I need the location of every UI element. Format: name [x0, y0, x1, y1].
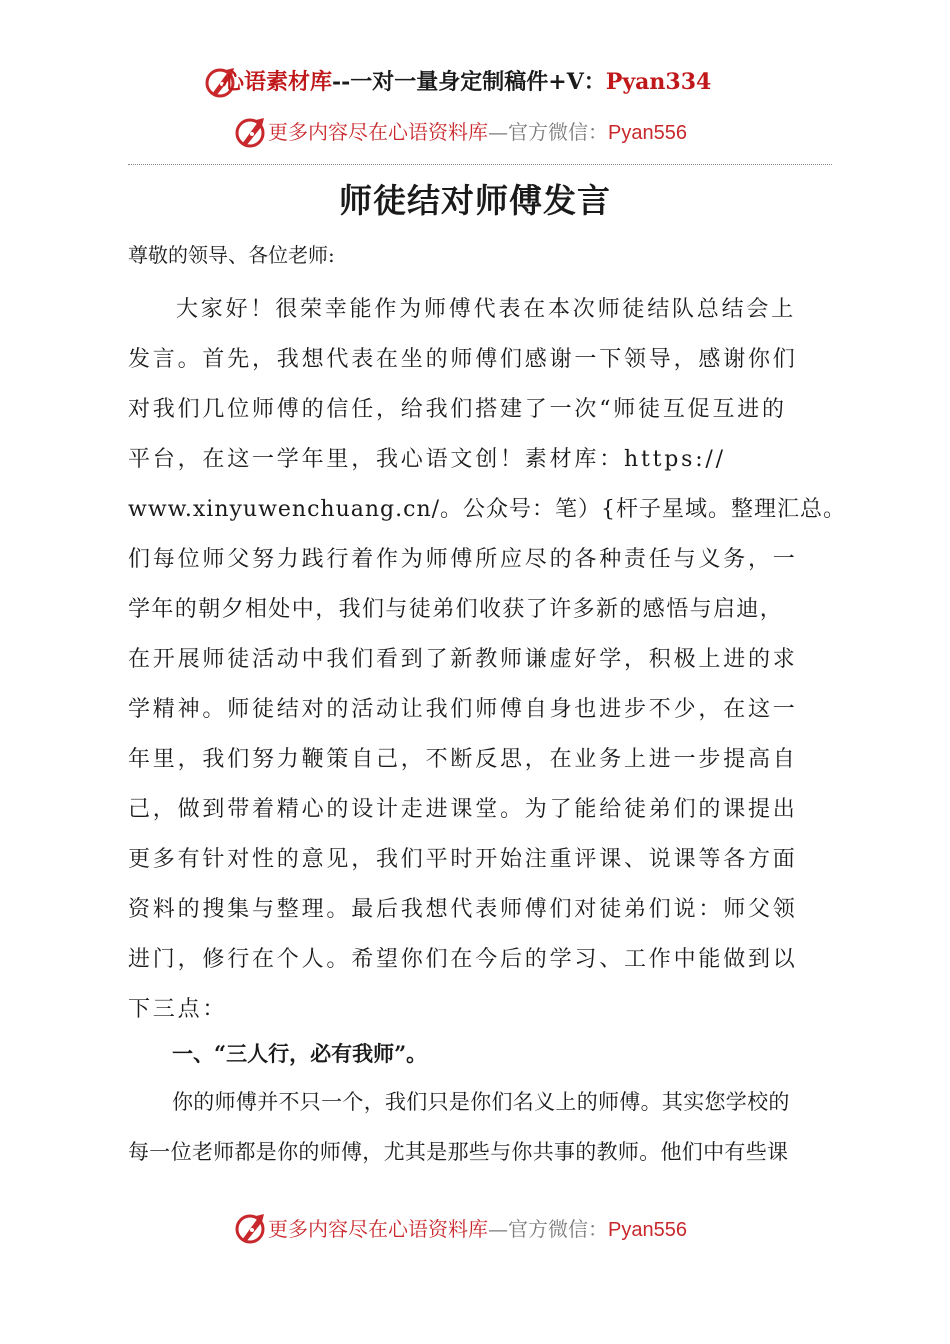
- pen-nib-logo-icon: [232, 1210, 268, 1246]
- body-line: 学精神。师徒结对的活动让我们师傅自身也进步不少，在这一: [128, 697, 798, 722]
- body-line: 年里，我们努力鞭策自己，不断反思，在业务上进一步提高自: [128, 747, 798, 772]
- body-line: 进门，修行在个人。希望你们在今后的学习、工作中能做到以: [128, 947, 798, 972]
- header-contact-prefix: +V：: [548, 69, 606, 95]
- footer-dash: —: [488, 1217, 508, 1241]
- header-brand: 心语素材库: [222, 69, 333, 95]
- footer-label: 官方微信：: [508, 1217, 608, 1241]
- body-line: 学年的朝夕相处中，我们与徒弟们收获了许多新的感悟与启迪，: [128, 597, 784, 622]
- header-sub-text: 更多内容尽在心语资料库: [268, 120, 488, 144]
- header-sub-label: 官方微信：: [508, 120, 608, 144]
- body-line: 资料的搜集与整理。最后我想代表师傅们对徒弟们说：师父领: [128, 897, 798, 922]
- header-divider: [128, 164, 832, 165]
- body-line: 更多有针对性的意见，我们平时开始注重评课、说课等各方面: [128, 847, 798, 872]
- footer-watermark: [268, 1212, 687, 1246]
- second-paragraph: [128, 1080, 840, 1180]
- body-line: 们每位师父努力践行着作为师傅所应尽的各种责任与义务，一: [128, 547, 798, 572]
- body-line: 你的师傅并不只一个，我们只是你们名义上的师傅。其实您学校的: [172, 1090, 790, 1114]
- header-watermark-line: [268, 116, 687, 148]
- body-line: 大家好！很荣幸能作为师傅代表在本次师徒结队总结会上: [176, 297, 797, 322]
- document-title: 师徒结对师傅发言: [339, 181, 611, 220]
- body-line: 在开展师徒活动中我们看到了新教师谦虚好学，积极上进的求: [128, 647, 798, 672]
- body-line: www.xinyuwenchuang.cn/。公众号：笔）{杆子星域。整理汇总。: [128, 497, 847, 522]
- header-contact-id: Pyan334: [605, 69, 712, 95]
- body-line: 发言。首先，我想代表在坐的师傅们感谢一下领导，感谢你们: [128, 347, 798, 372]
- header-tagline: 一对一量身定制稿件: [350, 69, 549, 95]
- header-brand-line: [222, 64, 711, 100]
- header-separator: --: [332, 69, 351, 95]
- header-sub-wechat: Pyan556: [608, 122, 687, 144]
- body-line: 每一位老师都是你的师傅，尤其是那些与你共事的教师。他们中有些课: [128, 1140, 789, 1164]
- footer-text: 更多内容尽在心语资料库: [268, 1217, 488, 1241]
- body-line: 对我们几位师傅的信任，给我们搭建了一次“师徒互促互进的: [128, 397, 787, 422]
- body-line: 己，做到带着精心的设计走进课堂。为了能给徒弟们的课提出: [128, 797, 798, 822]
- body-paragraph: [128, 285, 847, 1035]
- body-line: 平台，在这一学年里，我心语文创！素材库：https://: [128, 447, 726, 472]
- footer-wechat: Pyan556: [608, 1219, 687, 1241]
- body-line: 下三点：: [128, 997, 228, 1022]
- greeting: 尊敬的领导、各位老师:: [128, 243, 335, 267]
- header-sub-dash: —: [488, 120, 508, 144]
- section-heading: 一、“三人行，必有我师”。: [172, 1041, 428, 1066]
- pen-nib-logo-icon: [232, 114, 268, 150]
